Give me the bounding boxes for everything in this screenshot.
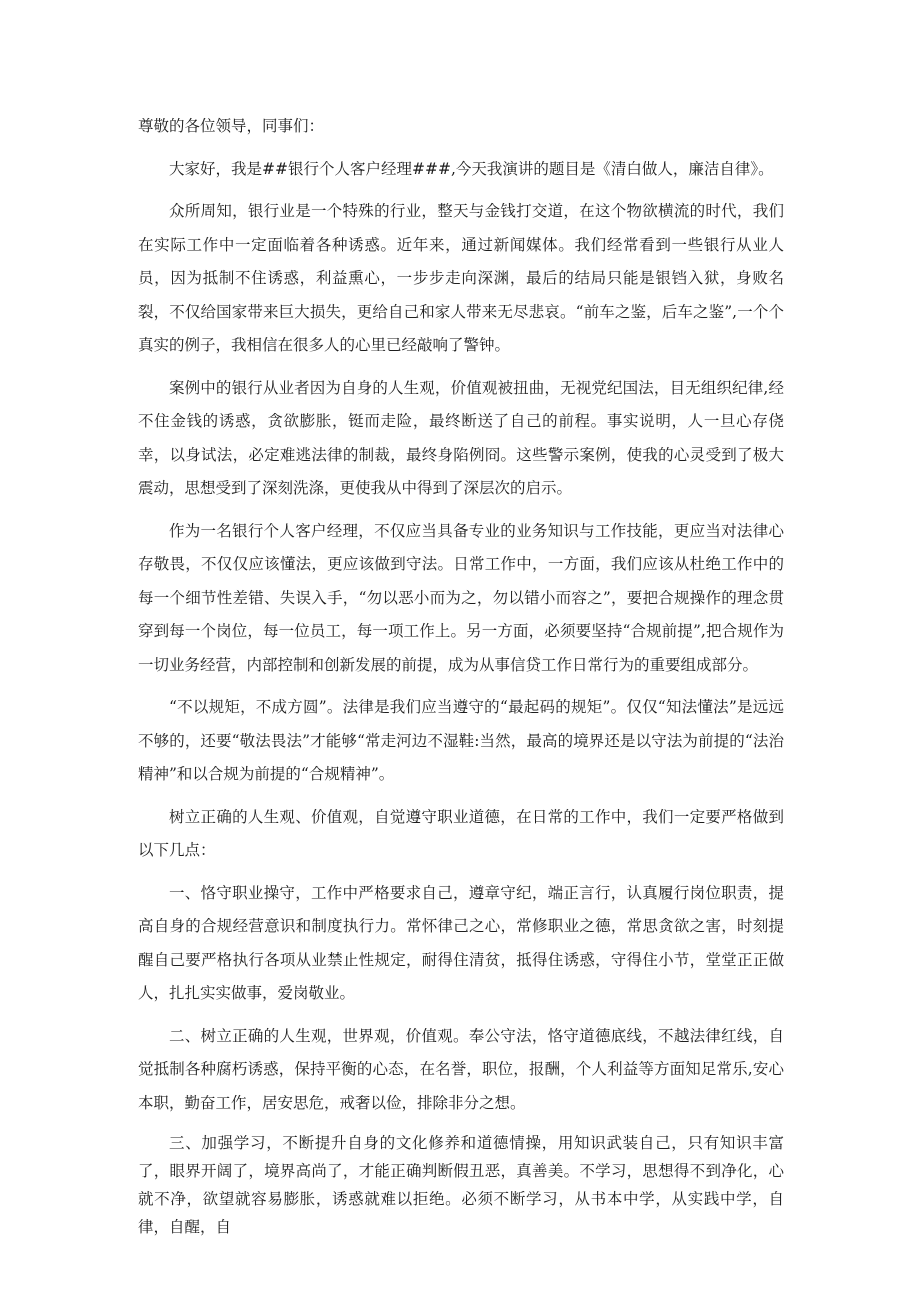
greeting: 尊敬的各位领导，同事们：	[138, 117, 325, 135]
paragraph-cases: 案例中的银行从业者因为自身的人生观，价值观被扭曲，无视党纪国法，目无组织纪律,经不住金钱的诱惑，贪欲膨胀，铤而走险，最终断送了自己的前程。事实说明，人一旦心存侥幸，以身试法，必定难逃法律的制裁，最终身陷例冏。这些警示案例，使我的心灵受到了极大震动，思想受到了深刻洗涤，更使我从中得到了深层次的启示。	[138, 378, 784, 497]
speech-text	[138, 110, 784, 1250]
paragraph-points-intro: 树立正确的人生观、价值观，自觉遵守职业道德，在日常的工作中，我们一定要严格做到以下几点：	[138, 807, 784, 859]
paragraph-industry: 众所周知，银行业是一个特殊的行业，整天与金钱打交道，在这个物欲横流的时代，我们在实际工作中一定面临着各种诱惑。近年来，通过新闻媒体。我们经常看到一些银行从业人员，因为抵制不住诱惑，利益熏心，一步步走向深渊，最后的结局只能是银铛入狱，身败名裂，不仅给国家带来巨大损失，更给自己和家人带来无尽悲哀。“前车之鉴，后车之鉴”,一个个真实的例子，我相信在很多人的心里已经敲响了警钟。	[138, 202, 784, 354]
paragraph-point-3: 三、加强学习，不断提升自身的文化修养和道德情操，用知识武装自己，只有知识丰富了，眼界开阔了，境界高尚了，才能正确判断假丑恶，真善美。不学习，思想得不到净化，心就不净，欲望就容易膨胀，诱惑就难以拒绝。必须不断学习，从书本中学，从实践中学，自律，自醒，自	[138, 1134, 784, 1236]
paragraph-point-1: 一、恪守职业操守，工作中严格要求自己，遵章守纪，端正言行，认真履行岗位职责，提高自身的合规经营意识和制度执行力。常怀律己之心，常修职业之德，常思贪欲之害，时刻提醒自己要严格执行各项从业禁止性规定，耐得住清贫，抵得住诱惑，守得住小节，堂堂正正做人，扎扎实实做事，爱岗敬业。	[138, 883, 784, 1002]
paragraph-point-2: 二、树立正确的人生观，世界观，价值观。奉公守法，恪守道德底线，不越法律红线，自觉抵制各种腐朽诱惑，保持平衡的心态，在名誉，职位，报酬，个人利益等方面知足常乐,安心本职，勤奋工作，居安思危，戒奢以俭，排除非分之想。	[138, 1026, 784, 1112]
paragraph-intro: 大家好，我是##银行个人客户经理###,今天我演讲的题目是《清白做人，廉洁自律》。	[169, 159, 774, 178]
paragraph-rules: “不以规矩，不成方圆”。法律是我们应当遵守的“最起码的规矩”。仅仅“知法懂法”是远远不够的，还要“敬法畏法”才能够“常走河边不湿鞋:当然，最高的境界还是以守法为前提的“法治精神”和以合规为前提的“合规精神”。	[138, 698, 784, 783]
paragraph-role: 作为一名银行个人客户经理，不仅应当具备专业的业务知识与工作技能，更应当对法律心存敬畏，不仅仅应该懂法，更应该做到守法。日常工作中，一方面，我们应该从杜绝工作中的每一个细节性差错、失误入手，“勿以恶小而为之，勿以错小而容之”，要把合规操作的理念贯穿到每一个岗位，每一位员工，每一项工作上。另一方面，必须要坚持“合规前提”,把合规作为一切业务经营，内部控制和创新发展的前提，成为从事信贷工作日常行为的重要组成部分。	[138, 521, 784, 674]
